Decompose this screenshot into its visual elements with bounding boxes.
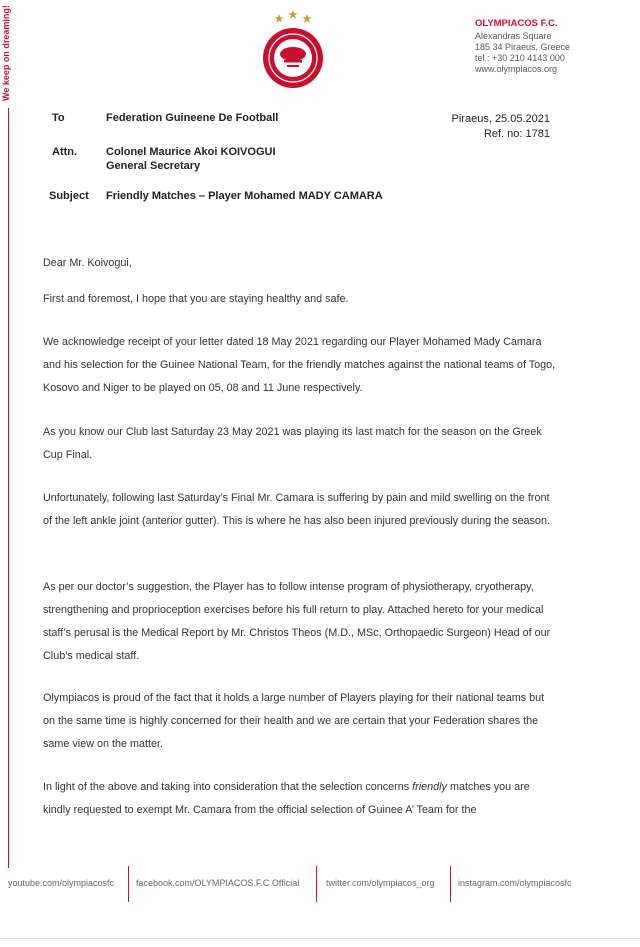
instagram-link[interactable]: instagram.com/olympiacosfc — [458, 878, 572, 888]
side-tagline — [0, 6, 14, 106]
subject-label: Subject — [49, 190, 89, 202]
paragraph-1: First and foremost, I hope that you are staying healthy and safe. — [43, 293, 349, 305]
to-value: Federation Guineene De Football — [106, 112, 279, 124]
attn-title: General Secretary — [106, 160, 201, 172]
footer-divider — [128, 866, 129, 902]
reference-number: Ref. no: 1781 — [483, 128, 550, 140]
side-tagline-text: We keep on dreaming! — [1, 5, 11, 101]
paragraph-7 — [43, 776, 558, 822]
footer-social-links — [0, 866, 640, 906]
subject-value: Friendly Matches – Player Mohamed MADY CAMARA — [106, 190, 383, 202]
salutation: Dear Mr. Koivogui, — [43, 257, 132, 269]
paragraph-7-start: In light of the above and taking into consideration that the selection concerns — [43, 781, 413, 793]
paragraph-5: As per our doctor’s suggestion, the Player has to follow intense program of physiotherapy, cryotherapy, strengthening and proprioception exercises before his full return to play. Attached hereto for your medical staff’s perusal is the Medical Report by Mr. Christos Theos (M.D., MSc, Orthopaedic Surgeon) Head of our Club’s medical staff. — [43, 581, 551, 662]
paragraph-3: As you know our Club last Saturday 23 May 2021 was playing its last match for the season on the Greek Cup Final. — [43, 426, 542, 461]
club-crest-icon — [258, 8, 328, 92]
attn-name: Colonel Maurice Akoi KOIVOGUI — [106, 146, 276, 158]
side-rule — [8, 108, 9, 868]
footer-divider — [316, 866, 317, 902]
twitter-link[interactable]: twitter.com/olympiacos_org — [326, 878, 435, 888]
club-website: www.olympiacos.org — [475, 64, 558, 74]
paragraph-2: We acknowledge receipt of your letter dated 18 May 2021 regarding our Player Mohamed Mady Camara and his selection for the Guinee National Team, for the friendly matches against the national teams of Togo, Kosovo and Niger to be played on 05, 08 and 11 June respectively. — [43, 336, 556, 394]
paragraph-4: Unfortunately, following last Saturday’s Final Mr. Camara is suffering by pain and mild swelling on the front of the left ankle joint (anterior gutter). This is where he has also been injured previously during the season. — [43, 492, 550, 527]
club-address-block — [475, 18, 635, 75]
club-name: OLYMPIACOS F.C. — [475, 18, 558, 29]
club-address-line1: Alexandras Square — [475, 31, 552, 41]
club-address-line2: 185 34 Piraeus, Greece — [475, 42, 571, 52]
footer-divider — [450, 866, 451, 902]
facebook-link[interactable]: facebook.com/OLYMPIACOS.F.C Official — [136, 878, 300, 888]
paragraph-7-end: matches you are kindly requested to exempt Mr. Camara from the official selection of Guinee A’ Team for the — [43, 781, 530, 816]
paragraph-6: Olympiacos is proud of the fact that it holds a large number of Players playing for their national teams but on the same time is highly concerned for their health and we are certain that your Federation shares the same view on the matter. — [43, 692, 545, 750]
letter-meta — [452, 112, 550, 142]
place-date: Piraeus, 25.05.2021 — [451, 113, 550, 125]
club-phone: tel.: +30 210 4143 000 — [475, 53, 565, 63]
paragraph-7-emphasis: friendly — [412, 781, 447, 793]
bottom-rule — [0, 938, 640, 939]
youtube-link[interactable]: youtube.com/olympiacosfc — [8, 878, 115, 888]
attn-label: Attn. — [52, 146, 78, 158]
to-label: To — [52, 112, 65, 124]
